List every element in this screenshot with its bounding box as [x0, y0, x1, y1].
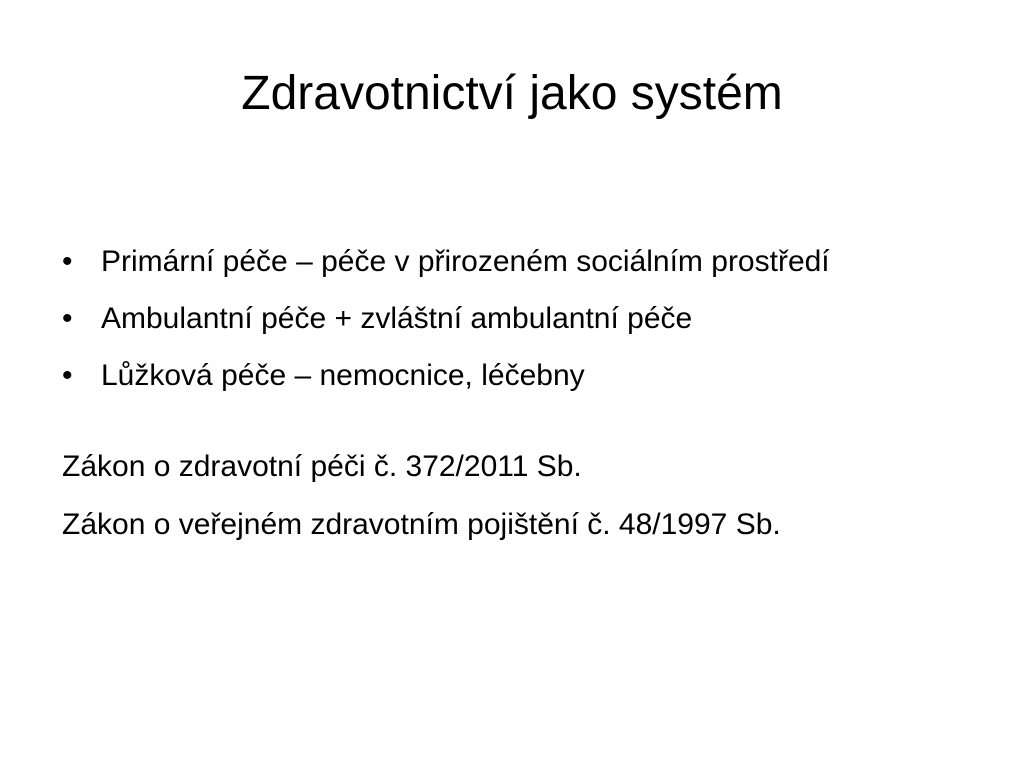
slide-title: Zdravotnictví jako systém: [241, 67, 783, 120]
bullet-text: Ambulantní péče + zvláštní ambulantní péče: [101, 302, 693, 335]
law-health-insurance-act: Zákon o veřejném zdravotním pojištění č. 48/1997 Sb.: [62, 508, 781, 541]
bullet-item-inpatient-care: [62, 354, 962, 398]
slide-body: [62, 240, 962, 561]
bullet-icon: •: [62, 302, 73, 335]
bullet-item-ambulatory-care: [62, 297, 962, 341]
bullet-icon: •: [62, 245, 73, 278]
bullet-text: Lůžková péče – nemocnice, léčebny: [101, 359, 585, 392]
law-healthcare-act: Zákon o zdravotní péči č. 372/2011 Sb.: [62, 450, 582, 483]
law-references: [62, 445, 962, 547]
bullet-text: Primární péče – péče v přirozeném sociálním prostředí: [101, 245, 830, 278]
bullet-item-primary-care: [62, 240, 962, 284]
bullet-icon: •: [62, 359, 73, 392]
bullet-list: [62, 240, 962, 398]
